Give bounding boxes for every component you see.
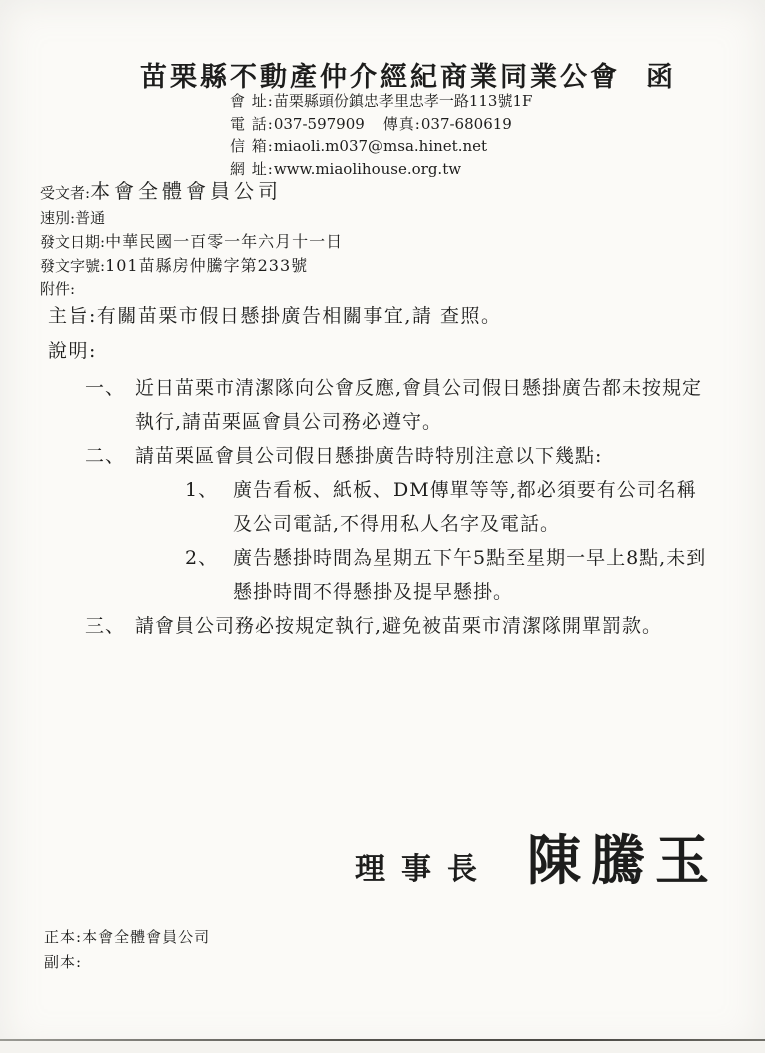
reference-number-label: 發文字號: <box>40 257 106 275</box>
email-value: miaoli.m037@msa.hinet.net <box>273 137 488 155</box>
reference-number-line <box>40 254 343 278</box>
item-text: 請苗栗區會員公司假日懸掛廣告時特別注意以下幾點: <box>135 445 603 467</box>
association-name: 苗栗縣不動產仲介經紀商業同業公會 <box>140 62 620 93</box>
website-label: 網 址: <box>230 159 274 178</box>
speed-label: 速別: <box>40 209 76 227</box>
item-text: 請會員公司務必按規定執行,避免被苗栗市清潔隊開單罰款。 <box>135 615 663 637</box>
item-number: 三、 <box>85 615 126 637</box>
attachment-line <box>40 278 343 301</box>
scan-edge-strip <box>0 1041 765 1053</box>
phone-fax-line <box>230 113 532 136</box>
reference-number-value: 101苗縣房仲騰字第233號 <box>105 256 309 275</box>
address-label: 會 址: <box>230 92 274 110</box>
issue-date-line <box>40 230 343 254</box>
address-line <box>230 90 532 113</box>
email-line <box>230 135 532 158</box>
list-item <box>0 439 715 473</box>
contact-info-block <box>230 90 532 180</box>
document-type-label: 函 <box>646 62 676 93</box>
issue-date-value: 中華民國一百零一年六月十一日 <box>105 232 344 251</box>
recipient-label: 受文者: <box>40 184 91 202</box>
speed-value: 普通 <box>75 209 106 227</box>
list-subitem <box>0 473 715 541</box>
distribution-block <box>44 925 210 975</box>
subject-line <box>48 301 502 328</box>
list-subitem <box>0 541 715 609</box>
phone-label: 電 話: <box>230 114 274 133</box>
chairman-name: 陳騰玉 <box>527 828 719 892</box>
duplicate-copy-label: 副本: <box>44 953 83 971</box>
recipient-line <box>40 178 343 207</box>
website-value: www.miaolihouse.org.tw <box>273 159 462 178</box>
document-meta-block <box>40 178 343 301</box>
item-text: 廣告懸掛時間為星期五下午5點至星期一早上8點,未到懸掛時間不得懸掛及提早懸掛。 <box>233 547 707 603</box>
list-item <box>0 609 715 643</box>
item-number: 1、 <box>185 479 219 501</box>
attachment-label: 附件: <box>40 280 76 298</box>
item-number: 2、 <box>185 547 219 569</box>
duplicate-copy-line <box>44 950 210 975</box>
signature-block <box>355 818 719 895</box>
subject-text: 有關苗栗市假日懸掛廣告相關事宜,請 查照。 <box>96 305 502 327</box>
speed-line <box>40 207 343 230</box>
original-copy-value: 本會全體會員公司 <box>82 928 211 946</box>
subject-label: 主旨: <box>48 305 97 327</box>
item-number: 一、 <box>85 377 126 399</box>
document-title-row <box>140 55 676 94</box>
email-label: 信 箱: <box>230 137 274 155</box>
explanation-heading: 說明: <box>48 340 97 362</box>
item-number: 二、 <box>85 445 126 467</box>
issue-date-label: 發文日期: <box>40 233 106 251</box>
item-text: 近日苗栗市清潔隊向公會反應,會員公司假日懸掛廣告都未按規定執行,請苗栗區會員公司務必遵守。 <box>135 377 703 433</box>
fax-label: 傳真: <box>382 114 421 133</box>
fax-value: 037-680619 <box>420 114 512 133</box>
original-copy-line <box>44 925 210 950</box>
item-text: 廣告看板、紙板、DM傳單等等,都必須要有公司名稱及公司電話,不得用私人名字及電話。 <box>233 479 697 535</box>
website-line <box>230 158 532 181</box>
recipient-value: 本會全體會員公司 <box>90 179 283 203</box>
explanation-list <box>0 371 715 643</box>
address-value: 苗栗縣頭份鎮忠孝里忠孝一路113號1F <box>273 92 533 110</box>
original-copy-label: 正本: <box>44 928 83 946</box>
phone-value: 037-597909 <box>273 114 365 133</box>
chairman-title: 理事長 <box>355 852 493 887</box>
list-item <box>0 371 715 439</box>
